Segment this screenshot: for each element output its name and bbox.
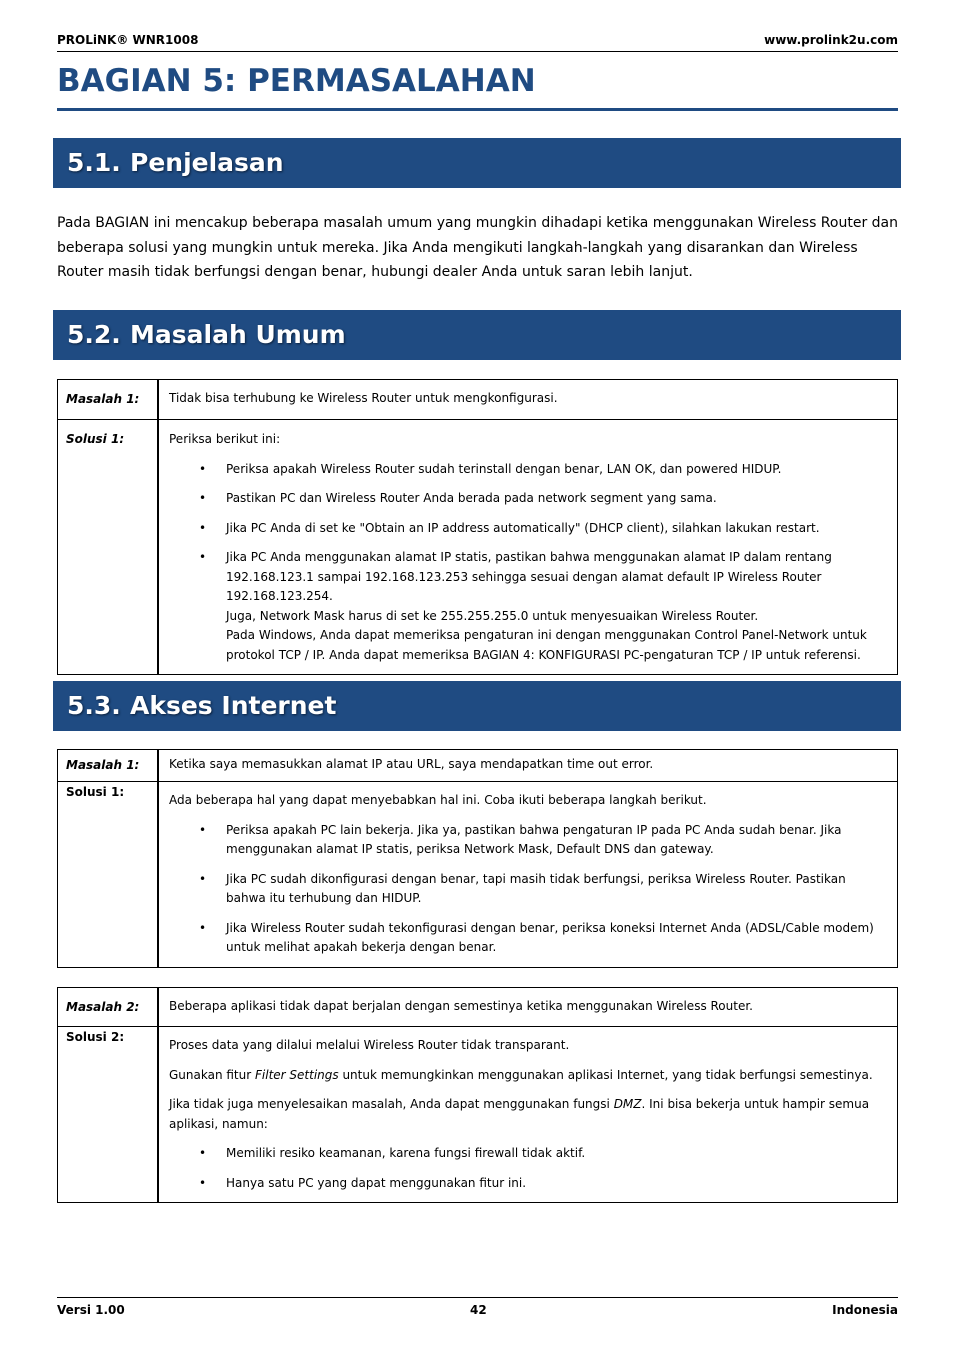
list-item: • Memiliki resiko keamanan, karena fungsi firewall tidak aktif. [169, 1144, 887, 1164]
bullet-icon: • [199, 550, 207, 564]
list-item: • Hanya satu PC yang dapat menggunakan fitur ini. [169, 1174, 887, 1194]
header-product: PROLiNK® WNR1008 [57, 33, 199, 47]
bullet-icon: • [199, 822, 207, 837]
intro-paragraph: Pada BAGIAN ini mencakup beberapa masalah umum yang mungkin dihadapi ketika menggunakan Wireless Router dan beberapa solusi yang mungkin untuk mereka. Jika Anda mengikuti langkah-langkah yang disarankan dan Wireless Router masih tidak berfungsi dengan benar, hubungi dealer Anda untuk saran lebih lanjut. [57, 215, 898, 280]
solution-content [161, 420, 897, 674]
problem-label: Masalah 1: [58, 750, 159, 781]
section-title: Masalah Umum [130, 320, 346, 349]
solution-paragraph: Jika tidak juga menyelesaikan masalah, Anda dapat menggunakan fungsi DMZ. Ini bisa bekerja untuk hampir semua aplikasi, namun: [169, 1097, 870, 1131]
solution-row [58, 420, 897, 674]
list-item: • Periksa apakah Wireless Router sudah terinstall dengan benar, LAN OK, dan powered HIDUP. [169, 460, 887, 480]
list-item: • Jika PC Anda di set ke "Obtain an IP address automatically" (DHCP client), silahkan lakukan restart. [169, 519, 887, 539]
solution-intro: Periksa berikut ini: [169, 432, 281, 446]
problem-row [58, 988, 897, 1027]
solution-list [169, 460, 887, 666]
solution-row [58, 782, 897, 967]
problem-text: Beberapa aplikasi tidak dapat berjalan dengan semestinya ketika menggunakan Wireless Router. [169, 999, 753, 1013]
solution-list [169, 821, 887, 958]
footer-page-number: 42 [470, 1303, 487, 1317]
problem-label: Masalah 1: [58, 380, 159, 419]
list-item: • Jika PC Anda menggunakan alamat IP statis, pastikan bahwa menggunakan alamat IP dalam rentang 192.168.123.1 sampai 192.168.123.253 sehingga sesuai dengan alamat default IP Wireless Router 192.168.123.254. Juga, Network Mask harus di set ke 255.255.255.0 untuk menyesuaikan Wireless Router. Pada Windows, Anda dapat memeriksa pengaturan ini dengan menggunakan Control Panel-Network untuk protokol TCP / IP. Anda dapat memeriksa BAGIAN 4: KONFIGURASI PC-pengaturan TCP / IP untuk referensi. [199, 550, 867, 662]
solution-list [169, 1144, 887, 1193]
bullet-icon: • [199, 1175, 207, 1190]
page-footer [57, 1297, 898, 1320]
bullet-icon: • [199, 920, 207, 935]
section-heading-penjelasan [53, 138, 901, 188]
list-item: • Jika PC sudah dikonfigurasi dengan benar, tapi masih tidak berfungsi, periksa Wireless Router. Pastikan bahwa itu terhubung dan HIDUP. [199, 871, 846, 905]
section-number: 5.3. [67, 691, 121, 720]
header-website: www.prolink2u.com [764, 33, 898, 47]
list-item-line: Juga, Network Mask harus di set ke 255.255.255.0 untuk menyesuaikan Wireless Router. [226, 608, 759, 623]
page-header [57, 33, 898, 52]
solution-label: Solusi 2: [58, 1027, 159, 1202]
bullet-icon: • [199, 520, 207, 535]
solution-label: Solusi 1: [58, 782, 159, 967]
section-heading-masalah-umum [53, 310, 901, 360]
solution-row [58, 1027, 897, 1202]
bullet-icon: • [199, 491, 207, 505]
list-item: • Pastikan PC dan Wireless Router Anda berada pada network segment yang sama. [169, 489, 887, 509]
section-title: Penjelasan [130, 148, 284, 177]
list-item-line: Pada Windows, Anda dapat memeriksa pengaturan ini dengan menggunakan Control Panel-Network untuk protokol TCP / IP. Anda dapat memeriksa BAGIAN 4: KONFIGURASI PC-pengaturan TCP / IP untuk referensi. [226, 628, 867, 662]
bullet-icon: • [199, 1146, 207, 1160]
solution-paragraph: Proses data yang dilalui melalui Wireless Router tidak transparant. [169, 1038, 570, 1052]
problem-table-internet-2 [57, 987, 898, 1203]
bullet-icon: • [199, 461, 207, 476]
solution-content [161, 782, 897, 967]
solution-label: Solusi 1: [58, 420, 159, 674]
list-item: • Periksa apakah PC lain bekerja. Jika ya, pastikan bahwa pengaturan IP pada PC Anda sudah benar. Jika menggunakan alamat IP statis, periksa Network Mask, Default DNS dan gateway. [199, 822, 842, 856]
section-heading-akses-internet [53, 681, 901, 731]
solution-content [161, 1027, 897, 1202]
footer-language: Indonesia [832, 1303, 898, 1317]
footer-version: Versi 1.00 [57, 1303, 125, 1317]
section-number: 5.2. [67, 320, 121, 349]
problem-label: Masalah 2: [58, 988, 159, 1026]
section-number: 5.1. [67, 148, 121, 177]
problem-table-internet-1 [57, 749, 898, 968]
problem-text: Tidak bisa terhubung ke Wireless Router untuk mengkonfigurasi. [169, 391, 558, 405]
section-title: Akses Internet [130, 691, 337, 720]
solution-paragraph: Gunakan fitur Filter Settings untuk memungkinkan menggunakan aplikasi Internet, yang tidak berfungsi semestinya. [169, 1067, 873, 1082]
solution-intro: Ada beberapa hal yang dapat menyebabkan hal ini. Coba ikuti beberapa langkah berikut. [169, 793, 707, 807]
page-title: BAGIAN 5: PERMASALAHAN [57, 61, 898, 111]
bullet-icon: • [199, 871, 207, 886]
problem-row [58, 750, 897, 782]
list-item: • Jika Wireless Router sudah tekonfigurasi dengan benar, periksa koneksi Internet Anda (ADSL/Cable modem) untuk melihat apakah bekerja dengan benar. [199, 920, 874, 954]
problem-text: Ketika saya memasukkan alamat IP atau URL, saya mendapatkan time out error. [169, 757, 654, 771]
problem-table-umum [57, 379, 898, 675]
emphasis: DMZ [613, 1097, 642, 1111]
emphasis: Filter Settings [255, 1067, 339, 1082]
problem-row [58, 380, 897, 420]
